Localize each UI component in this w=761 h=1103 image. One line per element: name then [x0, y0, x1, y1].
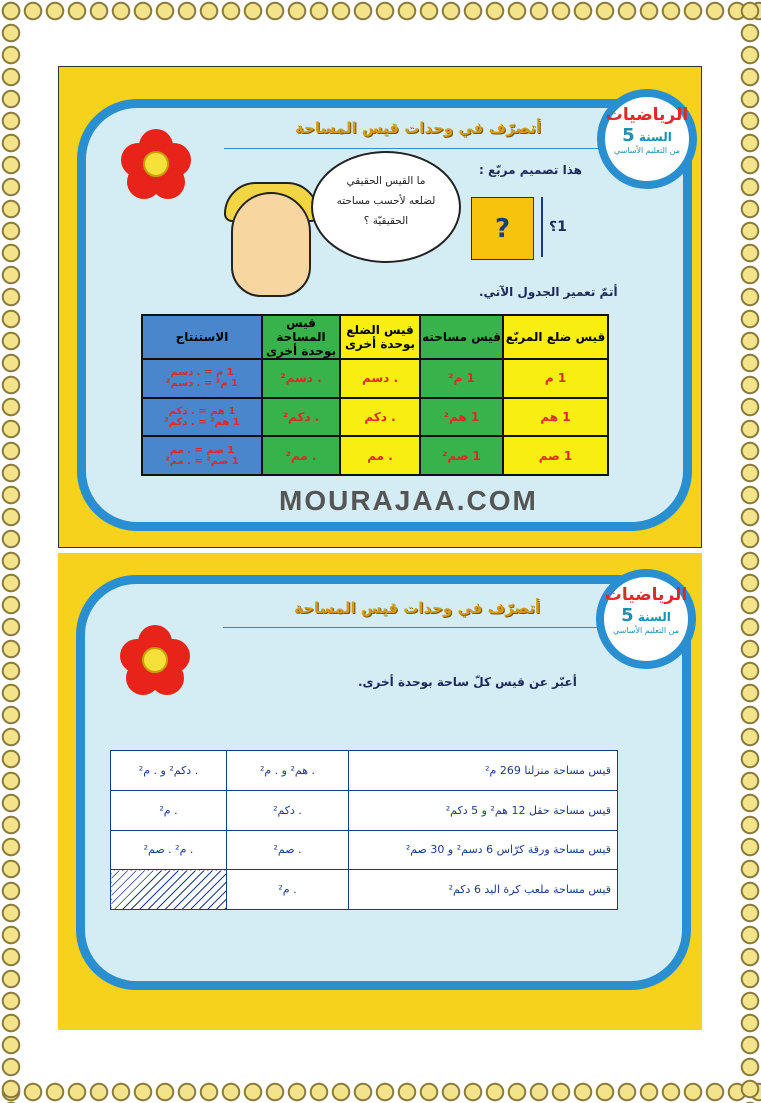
badge-level: التعليم الأساسي: [613, 146, 668, 155]
cell-side-other[interactable]: . مم: [340, 436, 420, 475]
conclusion-line: 1 صم = . مم: [169, 444, 235, 456]
answer-cell[interactable]: . هم² و . م²: [227, 751, 349, 791]
badge-subject: الرياضيات: [605, 105, 689, 125]
cell-side: 1 صم: [503, 436, 608, 475]
row-label: قيس مساحة ملعب كرة اليد 6 دكم²: [349, 870, 618, 910]
boy-illustration: [231, 192, 311, 297]
table-row: [111, 870, 618, 910]
area-exercise-table: [110, 750, 618, 910]
badge-year: 5: [621, 605, 634, 626]
subject-badge: [597, 89, 697, 189]
border-top: [0, 0, 761, 22]
cell-side: 1 م: [503, 359, 608, 398]
title-divider: [224, 148, 604, 149]
cell-area: 1 هم²: [420, 398, 503, 437]
table-row: [111, 790, 618, 830]
square-diagram: [471, 197, 534, 260]
cell-area: 1 م²: [420, 359, 503, 398]
answer-cell[interactable]: . صم²: [227, 830, 349, 870]
cell-side: 1 هم: [503, 398, 608, 437]
badge-year: 5: [622, 125, 635, 146]
header-side: قيس ضلع المربّع: [503, 315, 608, 359]
answer-cell[interactable]: . م² . صم²: [111, 830, 227, 870]
title-divider: [223, 627, 603, 628]
row-label: قيس مساحة ورقة كرّاس 6 دسم² و 30 صم²: [349, 830, 618, 870]
answer-cell[interactable]: . م²: [227, 870, 349, 910]
table-row: [111, 830, 618, 870]
exercise-instruction: أعبّر عن قيس كلّ ساحة بوحدة أخرى.: [358, 675, 577, 689]
row-label: قيس مساحة حقل 12 هم² و 5 دكم²: [349, 790, 618, 830]
table-instruction: أتمّ تعمير الجدول الآتي.: [479, 285, 618, 299]
row-label: قيس مساحة منزلنا 269 م²: [349, 751, 618, 791]
conclusion-line: 1 م² = . دسم²: [166, 378, 238, 390]
cell-area-other[interactable]: . دسم²: [262, 359, 340, 398]
hatched-cell: [111, 870, 227, 910]
lesson-title: أتصرّف في وحدات قيس المساحة: [294, 599, 540, 617]
answer-cell[interactable]: . م²: [111, 790, 227, 830]
cell-area-other[interactable]: . دكم²: [262, 398, 340, 437]
cell-area: 1 صم²: [420, 436, 503, 475]
flower-icon: [120, 625, 190, 695]
bubble-line: ما القيس الحقيقي: [346, 175, 426, 187]
cell-side-other[interactable]: . دكم: [340, 398, 420, 437]
square-question-mark: ?: [494, 214, 511, 244]
bubble-line: لضلعه لأحسب مساحته: [336, 195, 436, 207]
lesson-title: أتصرّف في وحدات قيس المساحة: [295, 119, 541, 137]
cell-side-other[interactable]: . دسم: [340, 359, 420, 398]
badge-level: التعليم الأساسي: [612, 626, 667, 635]
design-label: هذا تصميم مربّع :: [479, 163, 582, 177]
subject-badge: [596, 569, 696, 669]
header-area: قيس مساحته: [420, 315, 503, 359]
flower-icon: [121, 129, 191, 199]
border-bottom: [0, 1081, 761, 1103]
border-left: [0, 0, 22, 1103]
cell-conclusion[interactable]: [142, 436, 262, 475]
answer-cell[interactable]: . دكم²: [227, 790, 349, 830]
header-conclusion: الاستنتاج: [142, 315, 262, 359]
badge-level-prefix: من: [668, 626, 680, 635]
side-length-label: 1؟: [541, 197, 567, 257]
cell-conclusion[interactable]: [142, 359, 262, 398]
speech-bubble: [311, 151, 461, 263]
border-right: [739, 0, 761, 1103]
worksheet-page-2: [58, 553, 702, 1030]
table-row: [111, 751, 618, 791]
table-row: [142, 436, 608, 475]
badge-level-prefix: من: [669, 146, 681, 155]
badge-year-label: السنة: [637, 610, 671, 624]
conclusion-line: 1 هم = . دكم: [168, 405, 236, 417]
badge-year-label: السنة: [638, 130, 672, 144]
answer-cell[interactable]: . دكم² و . م²: [111, 751, 227, 791]
table-row: [142, 398, 608, 437]
badge-subject: الرياضيات: [604, 585, 688, 605]
header-area-other: قيس المساحة بوحدة أخرى: [262, 315, 340, 359]
cell-conclusion[interactable]: [142, 398, 262, 437]
worksheet-page-1: [58, 66, 702, 548]
conversion-table: [141, 314, 609, 476]
bubble-line: الحقيقيّة ؟: [363, 215, 409, 227]
table-row: [142, 359, 608, 398]
header-side-other: قيس الضلع بوحدة أخرى: [340, 315, 420, 359]
cell-area-other[interactable]: . مم²: [262, 436, 340, 475]
conclusion-line: 1 هم² = . دكم²: [164, 416, 240, 428]
watermark: MOURAJAA.COM: [279, 485, 538, 516]
conclusion-line: 1 صم² = . مم²: [165, 455, 239, 467]
conclusion-line: 1 م = . دسم: [170, 367, 234, 379]
